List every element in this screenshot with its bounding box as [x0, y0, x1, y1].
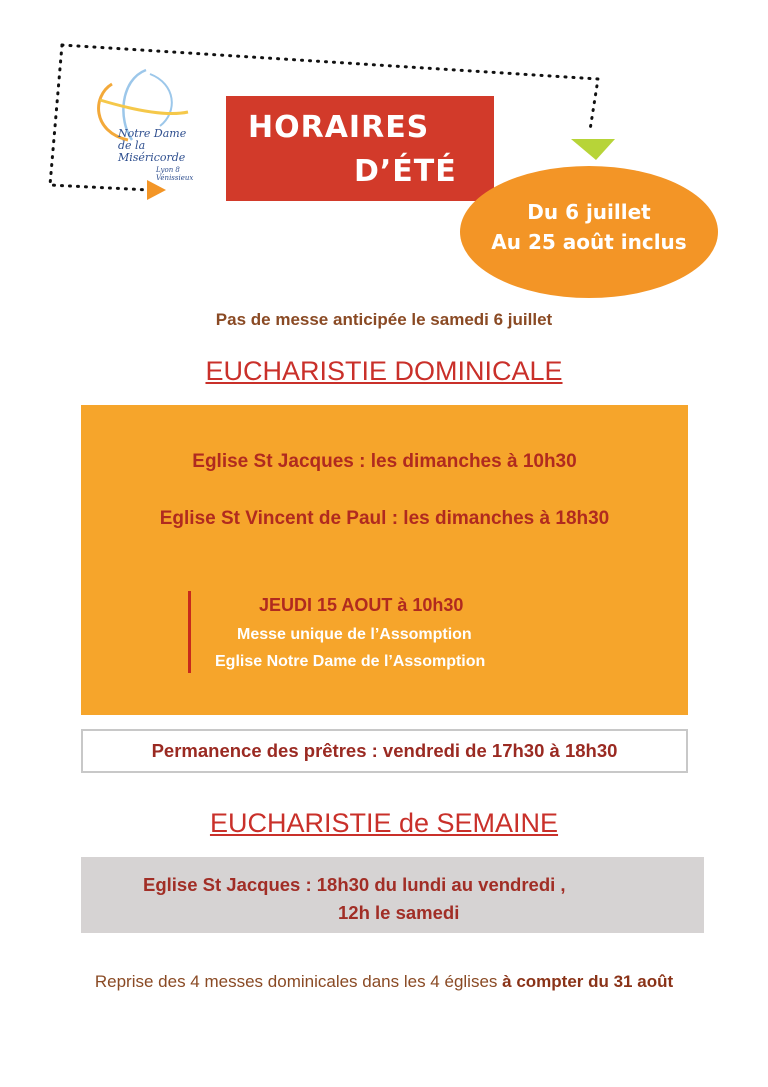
sunday-mass-st-jacques: Eglise St Jacques : les dimanches à 10h30 — [192, 451, 577, 472]
date-end: Au 25 août inclus — [491, 230, 687, 254]
weekday-line2: 12h le samedi — [338, 902, 460, 923]
footer-note — [0, 972, 768, 992]
title-banner — [226, 96, 494, 201]
assumption-date: JEUDI 15 AOUT à 10h30 — [259, 595, 464, 615]
permanence-box: Permanence des prêtres : vendredi de 17h30 à 18h30 — [81, 729, 688, 773]
accent-bar — [188, 591, 191, 673]
sunday-schedule-box — [81, 405, 688, 715]
assumption-mass: Messe unique de l’Assomption — [237, 626, 472, 643]
date-range-badge — [460, 166, 718, 298]
date-start: Du 6 juillet — [527, 200, 651, 224]
weekday-line1: Eglise St Jacques : 18h30 du lundi au vendredi , — [143, 874, 566, 895]
sunday-heading: EUCHARISTIE DOMINICALE — [205, 356, 563, 386]
footer-text: Reprise des 4 messes dominicales dans les 4 églises — [94, 972, 503, 991]
title-line1: HORAIRES — [248, 110, 430, 145]
title-line2: D’ÉTÉ — [354, 154, 457, 189]
logo-name-line2: de la Miséricorde — [118, 139, 186, 164]
logo-location: Lyon 8 Vénissieux — [156, 166, 194, 182]
weekday-heading: EUCHARISTIE de SEMAINE — [209, 808, 559, 838]
orange-triangle-logo — [147, 180, 166, 200]
logo — [118, 128, 208, 182]
notice-text: Pas de messe anticipée le samedi 6 juillet — [215, 310, 553, 329]
assumption-church: Eglise Notre Dame de l’Assomption — [215, 653, 486, 670]
sunday-mass-st-vincent: Eglise St Vincent de Paul : les dimanches à 18h30 — [159, 508, 610, 529]
footer-emphasis: à compter du 31 août — [502, 972, 674, 991]
weekday-schedule-box — [81, 857, 704, 933]
green-triangle — [571, 139, 615, 160]
logo-name-line1: Notre Dame — [118, 127, 187, 140]
